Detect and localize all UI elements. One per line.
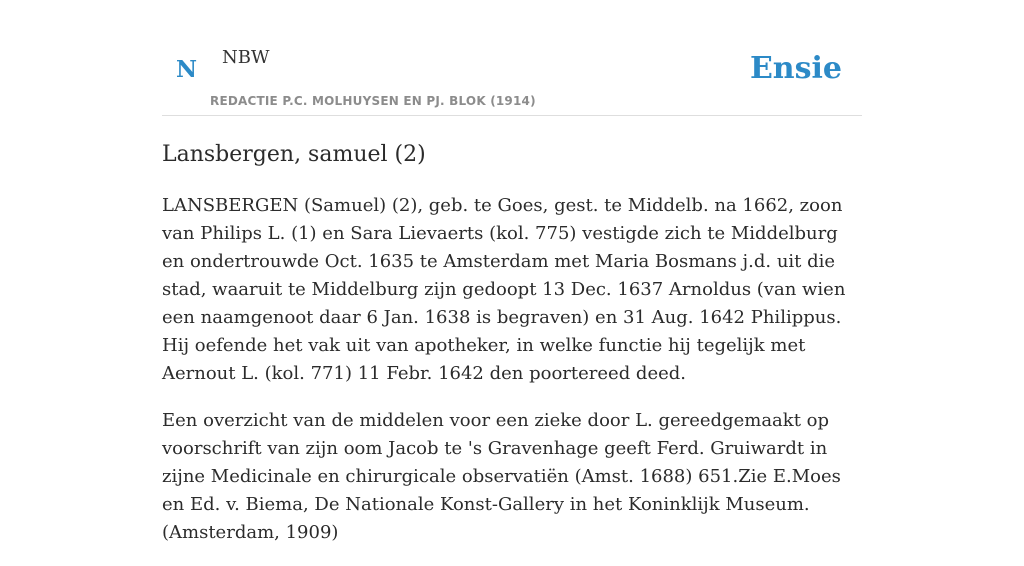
article-title: Lansbergen, samuel (2) (162, 142, 426, 167)
article-paragraph: LANSBERGEN (Samuel) (2), geb. te Goes, gest. te Middelb. na 1662, zoon van Philips L. (1) en Sara Lievaerts (kol. 775) vestigde zich te Middelburg en ondertrouwde Oct. 1635 te Amsterdam met Maria Bosmans j.d. uit die stad, waaruit te Middelburg zijn gedoopt 13 Dec. 1637 Arnoldus (van wien een naamgenoot daar 6 Jan. 1638 is begraven) en 31 Aug. 1642 Philippus. Hij oefende het vak uit van apotheker, in welke functie hij tegelijk met Aernout L. (kol. 771) 11 Febr. 1642 den poortereed deed. (162, 195, 846, 384)
brand-logo[interactable]: Ensie (749, 51, 842, 86)
article-body (162, 192, 862, 566)
source-logo[interactable]: N (176, 56, 198, 83)
source-name[interactable]: NBW (222, 47, 270, 68)
source-header (162, 34, 862, 116)
source-subtitle: REDACTIE P.C. MOLHUYSEN EN PJ. BLOK (1914) (210, 94, 536, 108)
article-paragraph: Een overzicht van de middelen voor een zieke door L. gereedgemaakt op voorschrift van zijn oom Jacob te 's Gravenhage geeft Ferd. Gruiwardt in zijne Medicinale en chirurgicale observatiën (Amst. 1688) 651.Zie E.Moes en Ed. v. Biema, De Nationale Konst-Gallery in het Koninklijk Museum. (Amsterdam, 1909) (162, 410, 841, 543)
